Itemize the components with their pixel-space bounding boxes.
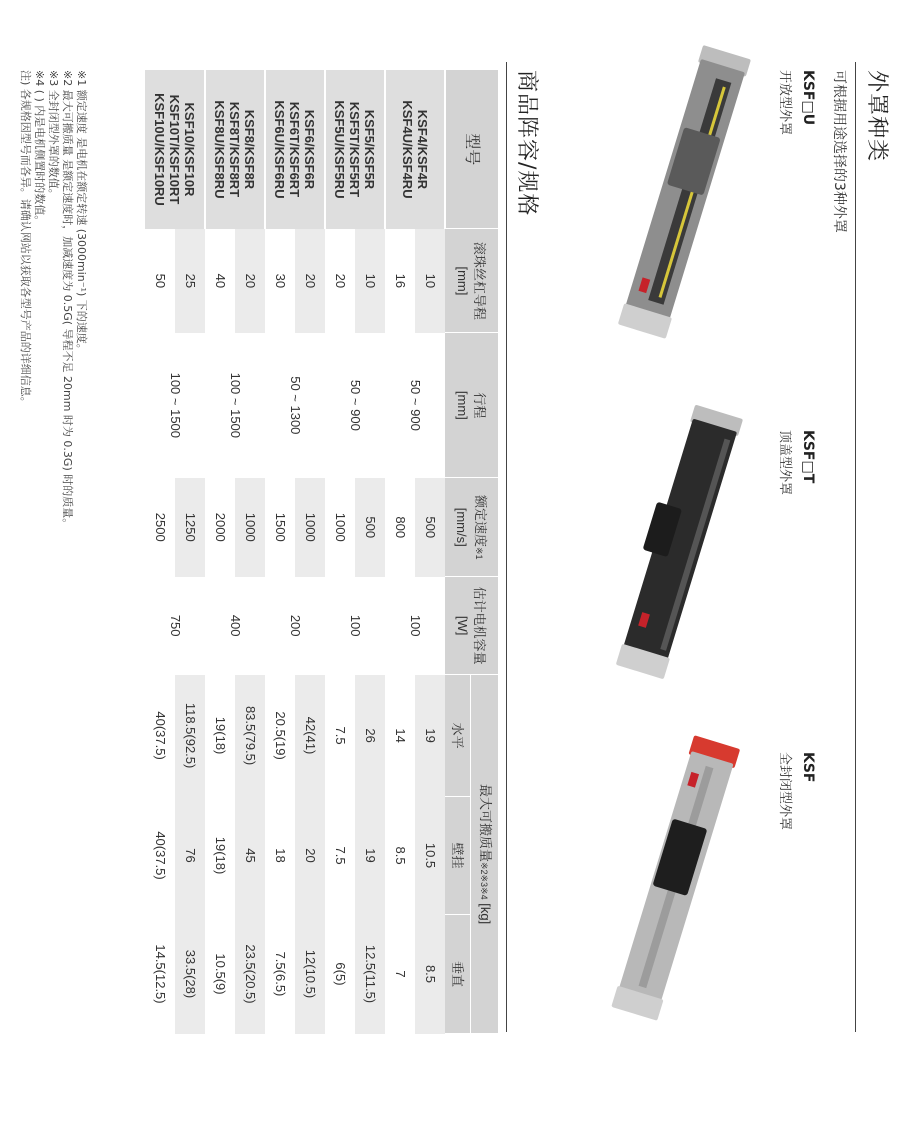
model-cell: KSF4/KSF4R KSF4U/KSF4RU xyxy=(385,70,445,229)
wall-cell: 40(37.5) xyxy=(153,831,168,880)
horizontal-cell: 40(37.5) xyxy=(153,711,168,760)
table-row xyxy=(415,70,445,1034)
footnote-5: 注) 各规格因型号而各异。请确认网站以获取各型号产品的详细信息。 xyxy=(19,70,32,408)
cover-section-subtitle: 可根据用途选择的3种外罩 xyxy=(831,70,847,233)
lead-cell: 40 xyxy=(213,273,228,289)
speed-cell: 1250 xyxy=(175,478,205,577)
motor-cell: 750 xyxy=(168,614,183,637)
cover-model-full: KSF xyxy=(800,752,816,783)
vertical-cell: 6(5) xyxy=(333,962,348,986)
wall-cell: 45 xyxy=(235,797,265,915)
motor-cell: 100 xyxy=(348,614,363,637)
actuator-top-image xyxy=(623,419,737,662)
wall-cell: 10.5 xyxy=(415,797,445,915)
spec-section-divider xyxy=(506,62,507,1032)
motor-cell: 200 xyxy=(288,614,303,637)
model-cell: KSF6/KSF6R KSF6T/KSF6RT KSF6U/KSF6RU xyxy=(265,70,325,229)
horizontal-cell: 19 xyxy=(415,675,445,797)
lead-cell: 50 xyxy=(153,273,168,289)
header-speed: 额定速度※1 [mm/s] xyxy=(445,478,498,577)
header-lead: 滚珠丝杠导程 [mm] xyxy=(445,229,498,333)
speed-cell: 1000 xyxy=(235,478,265,577)
horizontal-cell: 14 xyxy=(393,728,408,743)
vertical-cell: 7 xyxy=(393,970,408,978)
vertical-cell: 33.5(28) xyxy=(175,914,205,1033)
footnotes xyxy=(18,70,88,529)
stroke-cell: 50 ~ 900 xyxy=(408,379,423,431)
wall-cell: 19 xyxy=(355,797,385,915)
cover-type-full: 全封闭型外罩 xyxy=(777,752,792,831)
speed-cell: 1500 xyxy=(273,512,288,542)
lead-cell: 10 xyxy=(355,229,385,333)
horizontal-cell: 42(41) xyxy=(295,675,325,797)
speed-cell: 500 xyxy=(415,478,445,577)
vertical-cell: 8.5 xyxy=(415,914,445,1033)
horizontal-cell: 118.5(92.5) xyxy=(175,675,205,797)
horizontal-cell: 83.5(79.5) xyxy=(235,675,265,797)
footnote-2: ※2 最大可搬质量 是额定速度时，加减速度为 0.5G( 导程不足 20mm 时为 0.3G) 时的质量。 xyxy=(61,70,74,530)
header-stroke: 行程 [mm] xyxy=(445,333,498,478)
header-motor: 估计电机容量 [W] xyxy=(445,577,498,675)
actuator-full-image xyxy=(618,751,733,1003)
cover-section-title: 外罩种类 xyxy=(864,70,889,163)
cover-model-top: KSF□T xyxy=(800,430,816,484)
lead-cell: 16 xyxy=(393,273,408,289)
table-row xyxy=(175,70,205,1034)
horizontal-cell: 7.5 xyxy=(333,726,348,745)
cover-type-open: 开放型外罩 xyxy=(777,70,792,136)
horizontal-cell: 20.5(19) xyxy=(273,711,288,760)
footnote-4: ※4 ( ) 内是电机侧置时的数值。 xyxy=(33,70,46,227)
model-cell: KSF5/KSF5R KSF5T/KSF5RT KSF5U/KSF5RU xyxy=(325,70,385,229)
speed-cell: 800 xyxy=(393,516,408,539)
speed-cell: 500 xyxy=(355,478,385,577)
wall-cell: 8.5 xyxy=(393,846,408,865)
lead-cell: 10 xyxy=(415,229,445,333)
lead-cell: 20 xyxy=(295,229,325,333)
motor-cell: 100 xyxy=(408,614,423,637)
speed-cell: 1000 xyxy=(333,512,348,542)
header-vertical: 垂直 xyxy=(445,914,471,1033)
model-cell: KSF10/KSF10R KSF10T/KSF10RT KSF10U/KSF10RU xyxy=(145,70,205,229)
speed-cell: 2000 xyxy=(213,512,228,542)
header-horizontal: 水平 xyxy=(445,675,471,797)
footnote-3: ※3 全封闭型外罩的数值。 xyxy=(47,70,60,200)
speed-cell: 2500 xyxy=(153,512,168,542)
lead-cell: 20 xyxy=(235,229,265,333)
stroke-cell: 50 ~ 1300 xyxy=(288,376,303,435)
motor-cell: 400 xyxy=(228,614,243,637)
wall-cell: 7.5 xyxy=(333,846,348,865)
wall-cell: 20 xyxy=(295,797,325,915)
table-row xyxy=(355,70,385,1034)
stroke-cell: 100 ~ 1500 xyxy=(228,372,243,439)
header-model: 型号 xyxy=(445,70,498,229)
table-row xyxy=(295,70,325,1034)
wall-cell: 76 xyxy=(175,797,205,915)
horizontal-cell: 26 xyxy=(355,675,385,797)
cover-model-open: KSF□U xyxy=(800,70,816,126)
actuator-open-image xyxy=(625,59,745,321)
wall-cell: 19(18) xyxy=(213,836,228,875)
model-cell: KSF8/KSF8R KSF8T/KSF8RT KSF8U/KSF8RU xyxy=(205,70,265,229)
wall-cell: 18 xyxy=(273,848,288,863)
vertical-cell: 7.5(6.5) xyxy=(273,951,288,997)
cover-type-top: 顶盖型外罩 xyxy=(777,430,792,496)
lead-cell: 30 xyxy=(273,273,288,289)
vertical-cell: 10.5(9) xyxy=(213,953,228,995)
spec-section-title: 商品阵容/规格 xyxy=(514,70,539,217)
header-payload: 最大可搬质量※2※3※4 [kg] xyxy=(471,675,499,1034)
stroke-cell: 50 ~ 900 xyxy=(348,379,363,431)
footnote-1: ※1 额定速度 是电机在额定转速 (3000min⁻¹) 下的速度。 xyxy=(75,70,88,355)
vertical-cell: 23.5(20.5) xyxy=(235,914,265,1033)
spec-table xyxy=(145,70,498,1034)
horizontal-cell: 19(18) xyxy=(213,716,228,755)
vertical-cell: 12.5(11.5) xyxy=(355,914,385,1033)
table-row xyxy=(235,70,265,1034)
speed-cell: 1000 xyxy=(295,478,325,577)
cover-section-divider xyxy=(855,62,856,1032)
vertical-cell: 12(10.5) xyxy=(295,914,325,1033)
lead-cell: 25 xyxy=(175,229,205,333)
lead-cell: 20 xyxy=(333,273,348,289)
vertical-cell: 14.5(12.5) xyxy=(153,944,168,1004)
stroke-cell: 100 ~ 1500 xyxy=(168,372,183,439)
header-wall: 壁挂 xyxy=(445,797,471,915)
